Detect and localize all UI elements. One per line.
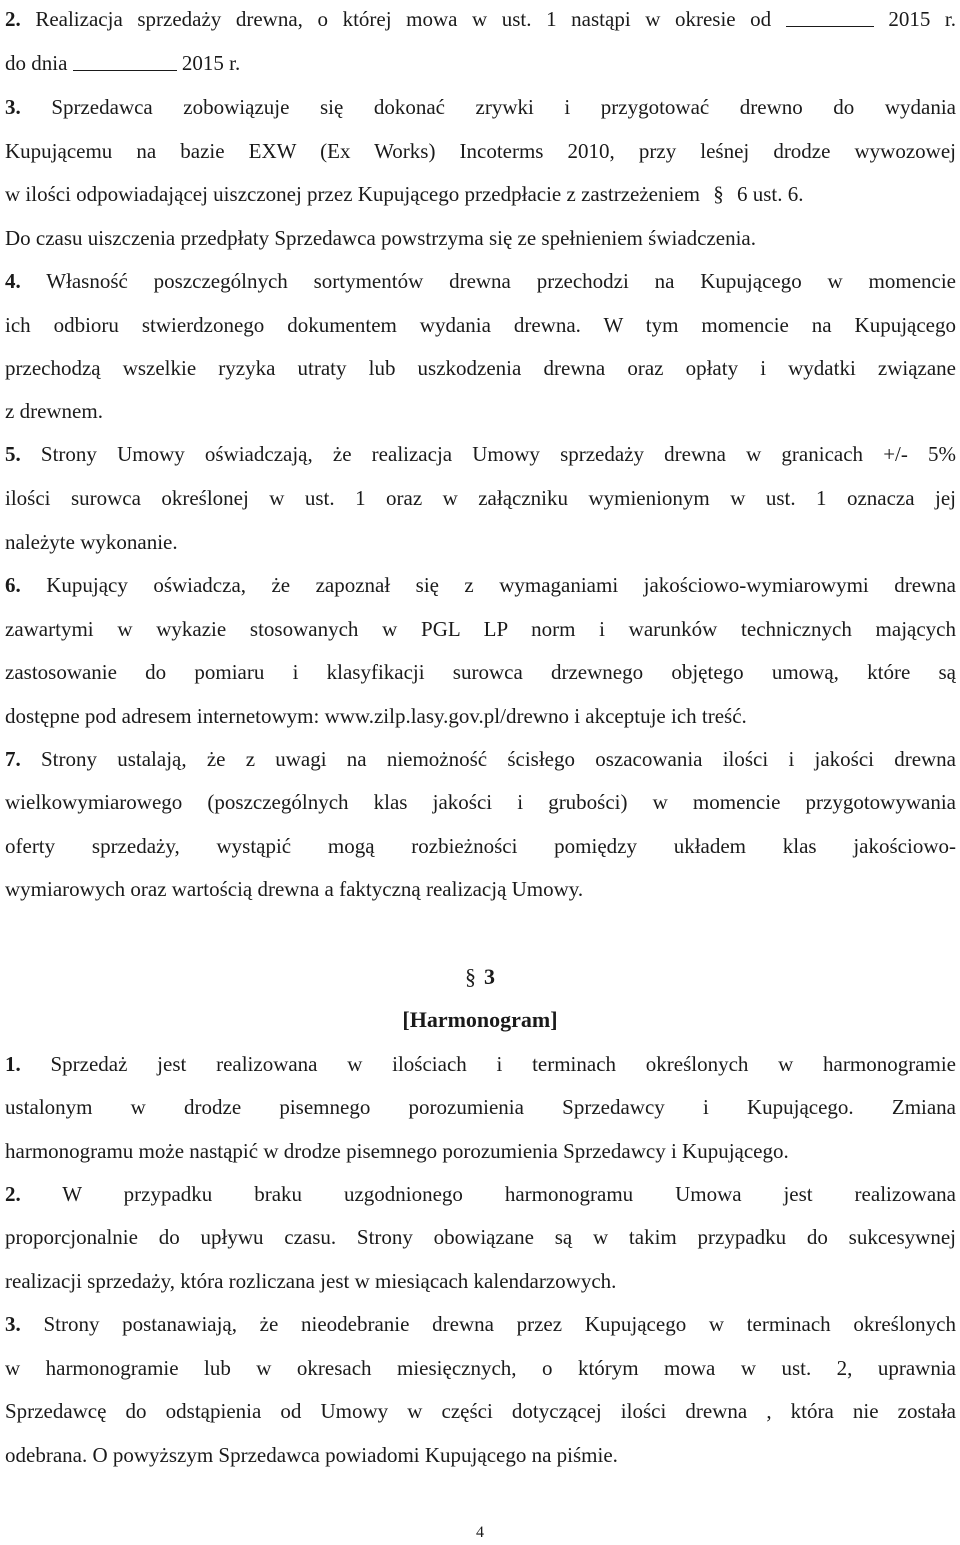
item-7-line-1 — [5, 744, 956, 774]
section-symbol: § — [465, 964, 476, 989]
item-number: 4. — [5, 269, 21, 293]
item-2-line-2 — [5, 48, 956, 78]
section-number — [0, 962, 960, 992]
item-5-line-1 — [5, 439, 956, 469]
item-number: 1. — [5, 1052, 21, 1076]
item-3-line-3 — [5, 179, 956, 209]
item-7-line-2 — [5, 787, 956, 817]
item-text: w ilości odpowiadającej uiszczonej przez Kupującego przedpłacie z zastrzeżeniem — [5, 182, 700, 206]
item-text: Sprzedawcę do odstąpienia od Umowy w części dotyczącej ilości drewna , która nie została — [5, 1399, 956, 1423]
item-text: 6 ust. 6. — [736, 182, 804, 206]
item-number: 6. — [5, 573, 21, 597]
item-text: realizacji sprzedaży, która rozliczana jest w miesiącach kalendarzowych. — [5, 1269, 617, 1293]
item-text: ich odbioru stwierdzonego dokumentem wydania drewna. W tym momencie na Kupującego — [5, 313, 956, 337]
item-text: Strony postanawiają, że nieodebranie drewna przez Kupującego w terminach określonych — [43, 1312, 956, 1336]
item-text: Kupującemu na bazie EXW (Ex Works) Incoterms 2010, przy leśnej drodze wywozowej — [5, 139, 956, 163]
item-text: Strony ustalają, że z uwagi na niemożność ścisłego oszacowania ilości i jakości drewna — [40, 747, 956, 771]
item-text: wymiarowych oraz wartością drewna a faktyczną realizacją Umowy. — [5, 877, 584, 901]
blank-field-start-date — [786, 6, 874, 27]
item-6-line-1 — [5, 570, 956, 600]
item-text: należyte wykonanie. — [5, 530, 178, 554]
item-4-line-2 — [5, 310, 956, 340]
item-number: 2. — [5, 7, 21, 31]
item-text: ilości surowca określonej w ust. 1 oraz w załączniku wymienionym w ust. 1 oznacza jej — [5, 486, 956, 510]
item-text: Sprzedaż jest realizowana w ilościach i terminach określonych w harmonogramie — [50, 1052, 956, 1076]
item-text: 2015 r. — [888, 7, 956, 31]
s3-item-3-line-4 — [5, 1440, 956, 1470]
item-text: odebrana. O powyższym Sprzedawca powiadomi Kupującego na piśmie. — [5, 1443, 618, 1467]
item-3-line-2 — [5, 136, 956, 166]
item-5-line-3 — [5, 527, 956, 557]
item-text: w harmonogramie lub w okresach miesięcznych, o którym mowa w ust. 2, uprawnia — [5, 1356, 956, 1380]
section-symbol: § — [713, 182, 724, 206]
s3-item-3-line-1 — [5, 1309, 956, 1339]
section-number-value: 3 — [484, 964, 495, 989]
section-title: [Harmonogram] — [402, 1007, 558, 1032]
item-3-line-4 — [5, 223, 956, 253]
item-text: zawartymi w wykazie stosowanych w PGL LP norm i warunków technicznych mających — [5, 617, 956, 641]
item-number: 5. — [5, 442, 21, 466]
item-number: 3. — [5, 1312, 21, 1336]
item-text: z drewnem. — [5, 399, 103, 423]
item-text: Realizacja sprzedaży drewna, o której mowa w ust. 1 nastąpi w okresie od — [35, 7, 772, 31]
item-4-line-3 — [5, 353, 956, 383]
blank-field-end-date — [73, 50, 177, 71]
item-2-line-1 — [5, 4, 956, 34]
item-6-line-4 — [5, 701, 956, 731]
item-text: zastosowanie do pomiaru i klasyfikacji surowca drzewnego objętego umową, które są — [5, 660, 956, 684]
s3-item-3-line-3 — [5, 1396, 956, 1426]
item-number: 7. — [5, 747, 21, 771]
item-number: 3. — [5, 95, 21, 119]
item-number: 2. — [5, 1182, 21, 1206]
item-text: 2015 r. — [181, 51, 241, 75]
s3-item-1-line-3 — [5, 1136, 956, 1166]
item-6-line-2 — [5, 614, 956, 644]
item-4-line-4 — [5, 396, 956, 426]
item-text: Własność poszczególnych sortymentów drewna przechodzi na Kupującego w momencie — [46, 269, 956, 293]
s3-item-2-line-1 — [5, 1179, 956, 1209]
item-text: do dnia — [5, 51, 68, 75]
s3-item-1-line-2 — [5, 1092, 956, 1122]
item-text: proporcjonalnie do upływu czasu. Strony obowiązane są w takim przypadku do sukcesywnej — [5, 1225, 956, 1249]
item-4-line-1 — [5, 266, 956, 296]
item-text: Sprzedawca zobowiązuje się dokonać zrywki i przygotować drewno do wydania — [51, 95, 956, 119]
item-text: dostępne pod adresem internetowym: www.zilp.lasy.gov.pl/drewno i akceptuje ich treść. — [5, 704, 747, 728]
s3-item-3-line-2 — [5, 1353, 956, 1383]
item-text: W przypadku braku uzgodnionego harmonogramu Umowa jest realizowana — [62, 1182, 956, 1206]
item-5-line-2 — [5, 483, 956, 513]
item-7-line-4 — [5, 874, 956, 904]
item-text: oferty sprzedaży, wystąpić mogą rozbieżności pomiędzy układem klas jakościowo- — [5, 834, 956, 858]
item-text: Do czasu uiszczenia przedpłaty Sprzedawca powstrzyma się ze spełnieniem świadczenia. — [5, 226, 757, 250]
item-6-line-3 — [5, 657, 956, 687]
item-text: przechodzą wszelkie ryzyka utraty lub uszkodzenia drewna oraz opłaty i wydatki związane — [5, 356, 956, 380]
item-text: ustalonym w drodze pisemnego porozumienia Sprzedawcy i Kupującego. Zmiana — [5, 1095, 956, 1119]
item-3-line-1 — [5, 92, 956, 122]
item-text: Strony Umowy oświadczają, że realizacja Umowy sprzedaży drewna w granicach +/- 5% — [40, 442, 956, 466]
s3-item-2-line-3 — [5, 1266, 956, 1296]
s3-item-1-line-1 — [5, 1049, 956, 1079]
s3-item-2-line-2 — [5, 1222, 956, 1252]
item-text: wielkowymiarowego (poszczególnych klas jakości i grubości) w momencie przygotowywania — [5, 790, 956, 814]
item-text: Kupujący oświadcza, że zapoznał się z wymaganiami jakościowo-wymiarowymi drewna — [46, 573, 956, 597]
item-text: harmonogramu może nastąpić w drodze pisemnego porozumienia Sprzedawcy i Kupującego. — [5, 1139, 789, 1163]
page-number: 4 — [476, 1524, 484, 1541]
item-7-line-3 — [5, 831, 956, 861]
